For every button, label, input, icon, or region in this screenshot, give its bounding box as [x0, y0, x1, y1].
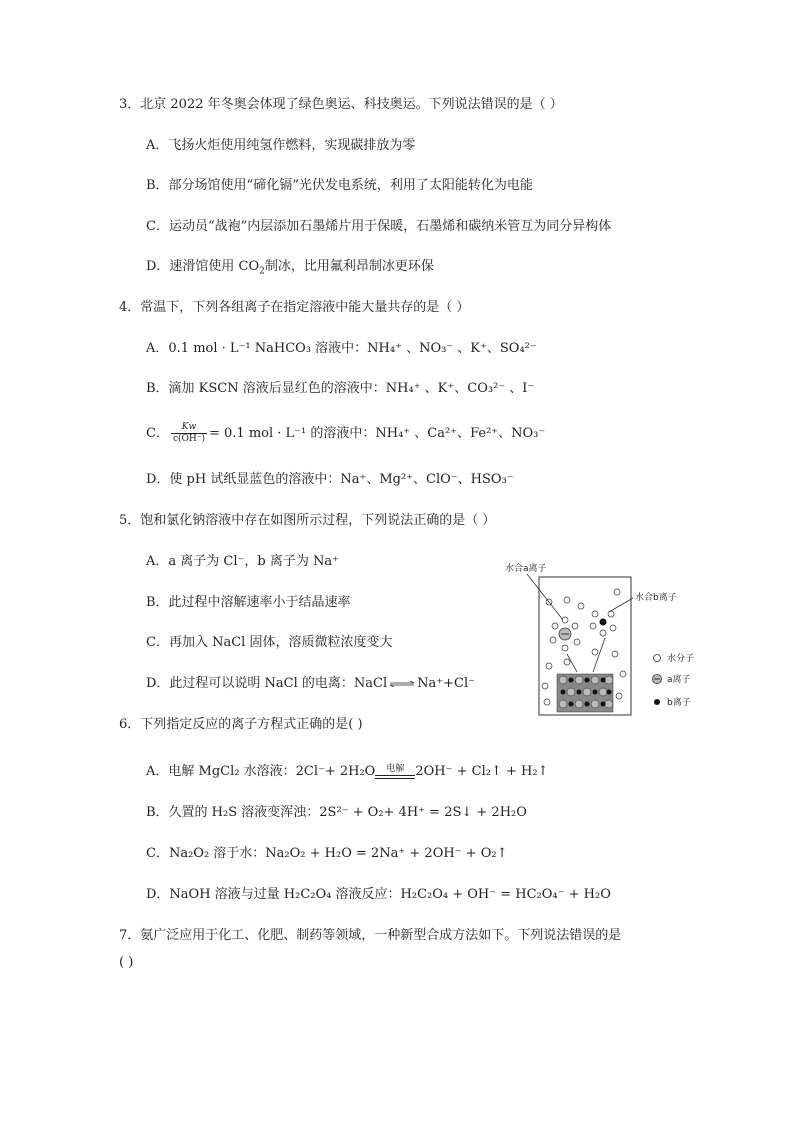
label-hydrated-a: 水合a离子 [505, 564, 547, 574]
q3-d-post: 制冰，比用氟利昂制冰更环保 [264, 259, 434, 274]
q6-option-c: C．Na₂O₂ 溶于水：Na₂O₂ + H₂O = 2Na⁺ + 2OH⁻ + O₂↑ [146, 846, 508, 861]
q6-stem: 6．下列指定反应的离子方程式正确的是( ) [119, 717, 363, 732]
q4-c-num: Kw [171, 422, 207, 434]
electrolysis-sign [375, 764, 415, 779]
legend-water-icon [654, 655, 661, 662]
equals-bar [375, 775, 415, 779]
q4-option-c [146, 422, 545, 445]
q6-option-b: B．久置的 H₂S 溶液变浑浊：2S²⁻ + O₂+ 4H⁺ = 2S↓ + 2H₂O [146, 805, 527, 820]
q5-option-c: C．再加入 NaCl 固体，溶质微粒浓度变大 [146, 635, 393, 650]
q4-c-post: = 0.1 mol · L⁻¹ 的溶液中：NH₄⁺ 、Ca²⁺、Fe²⁺、NO₃⁻ [209, 426, 546, 441]
q3-stem: 3．北京 2022 年冬奥会体现了绿色奥运、科技奥运。下列说法错误的是（ ） [119, 97, 563, 112]
legend-b-icon [654, 699, 660, 705]
q4-c-den: c(OH⁻) [172, 434, 205, 444]
q5-d-pre: D．此过程可以说明 NaCl 的电离：NaCl [146, 676, 388, 691]
arrow-a-out [567, 654, 577, 672]
hydrated-b-ion [600, 619, 607, 626]
q3-option-c: C．运动员“战袍”内层添加石墨烯片用于保暖，石墨烯和碳纳米管互为同分异构体 [146, 219, 612, 234]
nacl-crystal [557, 674, 613, 712]
q3-option-d [146, 258, 434, 276]
q6-option-a [146, 763, 548, 781]
q6-a-cond: 电解 [386, 764, 405, 774]
dissolution-figure [505, 562, 715, 720]
q7-stem-paren: ( ) [119, 955, 134, 970]
q4-option-d: D．使 pH 试纸显蓝色的溶液中：Na⁺、Mg²⁺、ClO⁻、HSO₃⁻ [146, 472, 514, 487]
legend-water: 水分子 [667, 654, 695, 664]
q4-option-b: B．滴加 KSCN 溶液后显红色的溶液中：NH₄⁺ 、K⁺、CO₃²⁻ 、I⁻ [146, 381, 535, 396]
q5-stem: 5．饱和氯化钠溶液中存在如图所示过程，下列说法正确的是（ ） [119, 513, 496, 528]
q4-stem: 4．常温下，下列各组离子在指定溶液中能大量共存的是（ ） [119, 300, 470, 315]
pointer-a [527, 574, 563, 620]
reversible-arrow-icon [389, 681, 415, 687]
q7-stem: 7．氨广泛应用于化工、化肥、制药等领域，一种新型合成方法如下。下列说法错误的是 [119, 928, 622, 943]
q3-option-a: A．飞扬火炬使用纯氢作燃料，实现碳排放为零 [146, 138, 416, 153]
q4-c-fraction [171, 422, 207, 445]
q6-a-pre: A．电解 MgCl₂ 水溶液：2Cl⁻+ 2H₂O [146, 764, 376, 779]
q5-option-d [146, 675, 475, 693]
q5-option-b: B．此过程中溶解速率小于结晶速率 [146, 595, 351, 610]
q5-d-post: Na⁺+Cl⁻ [417, 676, 476, 691]
q4-c-label: C． [146, 426, 169, 441]
pointer-b [609, 598, 633, 612]
q3-option-b: B．部分场馆使用“碲化镉”光伏发电系统，利用了太阳能转化为电能 [146, 178, 533, 193]
label-hydrated-b: 水合b离子 [635, 593, 677, 603]
q6-a-post: 2OH⁻ + Cl₂↑ + H₂↑ [415, 764, 549, 779]
q3-d-sub: 2 [259, 266, 265, 277]
legend-a: a离子 [667, 675, 691, 685]
legend-b: b离子 [667, 698, 691, 708]
q6-option-d: D．NaOH 溶液与过量 H₂C₂O₄ 溶液反应：H₂C₂O₄ + OH⁻ = HC₂O₄⁻ + H₂O [146, 887, 611, 902]
q3-d-pre: D．速滑馆使用 CO [146, 259, 260, 274]
q4-option-a: A．0.1 mol · L⁻¹ NaHCO₃ 溶液中：NH₄⁺ 、NO₃⁻ 、K⁺、SO₄²⁻ [146, 341, 537, 356]
dissolution-diagram [505, 562, 715, 720]
q5-option-a: A．a 离子为 Cl⁻，b 离子为 Na⁺ [146, 554, 339, 569]
